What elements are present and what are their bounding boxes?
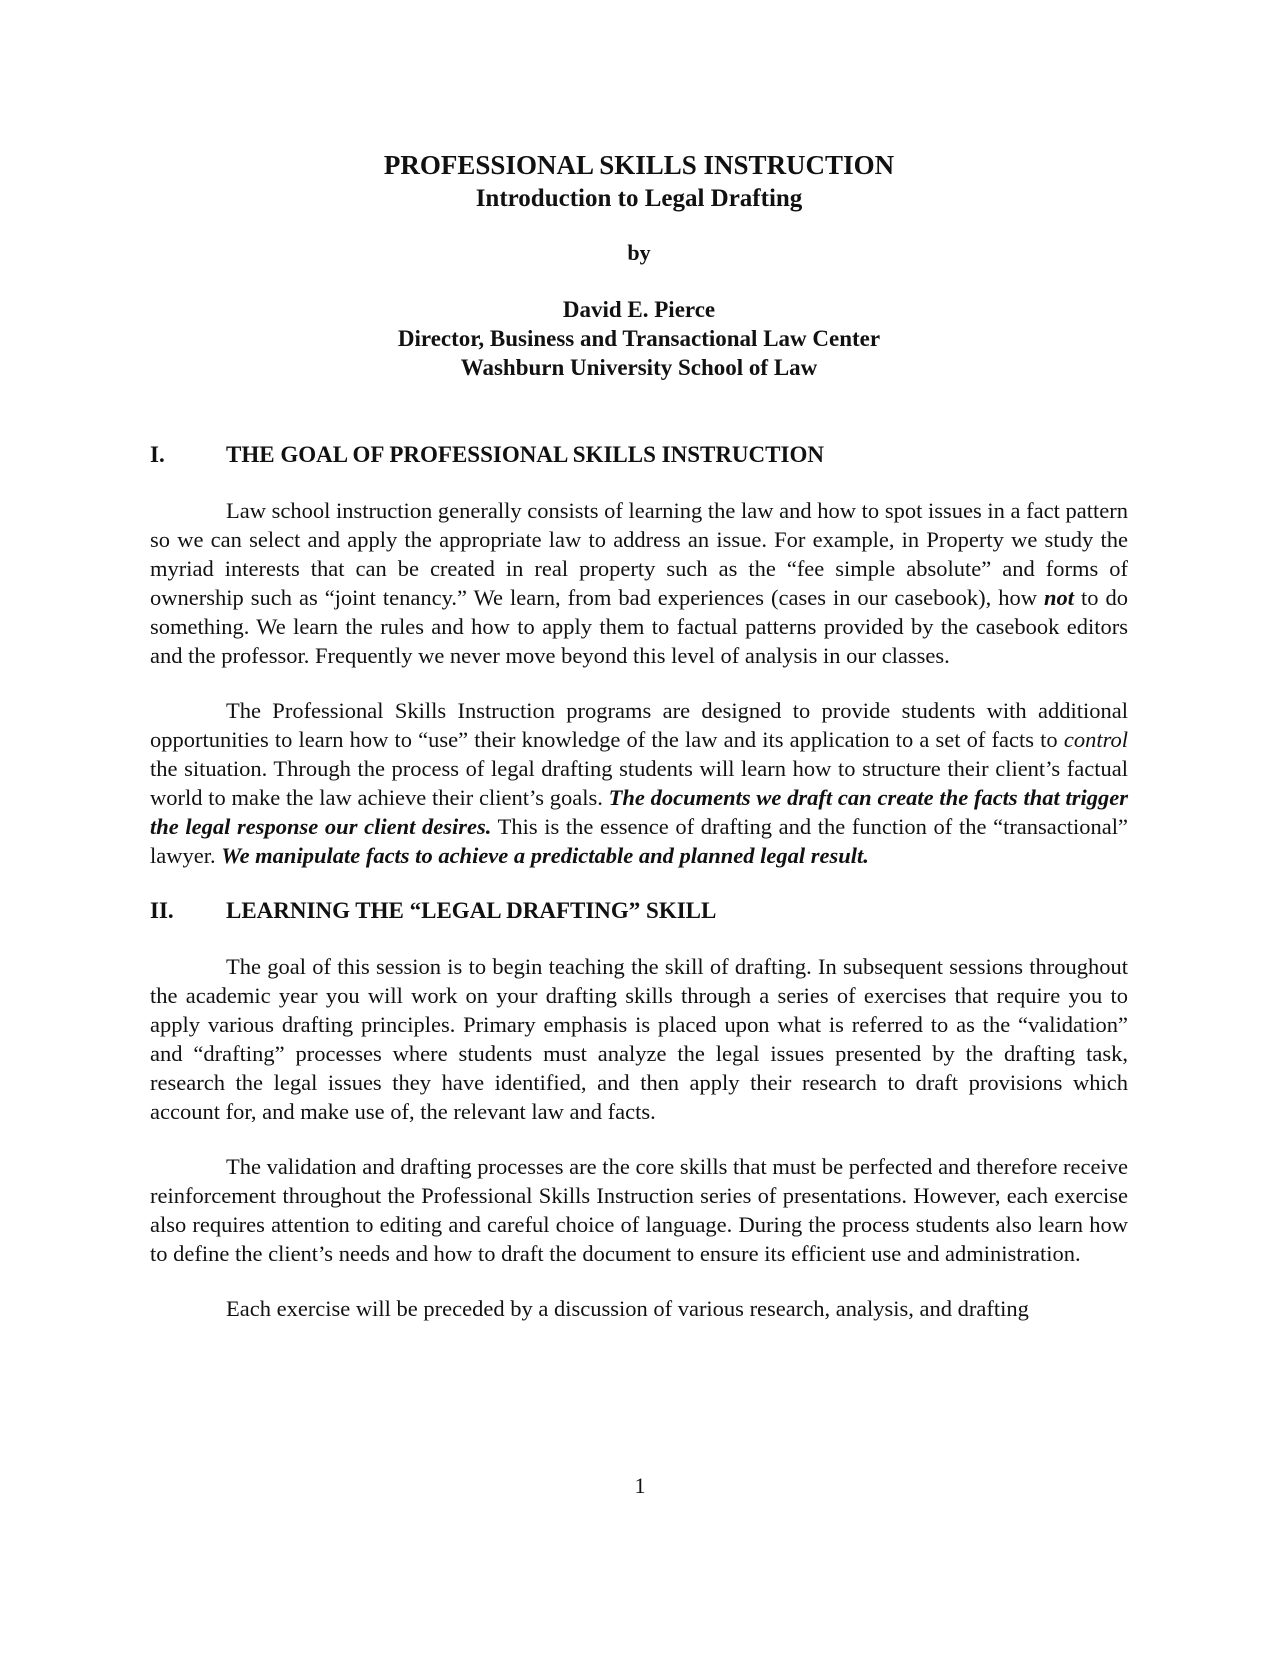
section-number: II. <box>150 898 174 923</box>
byline-label: by <box>627 240 651 265</box>
section-title: LEARNING THE “LEGAL DRAFTING” SKILL <box>226 898 717 923</box>
section-title: THE GOAL OF PROFESSIONAL SKILLS INSTRUCTION <box>226 442 824 467</box>
document-page <box>150 148 1128 1323</box>
section-heading-1 <box>150 440 1128 470</box>
author-title: Director, Business and Transactional Law Center <box>397 326 881 351</box>
author-block <box>150 295 1128 382</box>
section-heading-2 <box>150 896 1128 926</box>
emphasis-text: We manipulate facts to achieve a predictable and planned legal result. <box>221 843 869 868</box>
author-name: David E. Pierce <box>562 297 716 322</box>
title-block <box>150 148 1128 382</box>
document-title: PROFESSIONAL SKILLS INSTRUCTION <box>383 150 895 180</box>
paragraph: The Professional Skills Instruction programs are designed to provide students with additional opportunities to learn how to “use” their knowledge of the law and its application to a set of facts to control the situation. Through the process of legal drafting students will learn how to structure their client’s factual world to make the law achieve their client’s goals. The documents we draft can create the facts that trigger the legal response our client desires. This is the essence of drafting and the function of the “transactional” lawyer. We manipulate facts to achieve a predictable and planned legal result. <box>150 698 1128 868</box>
emphasis-text: not <box>1043 585 1074 610</box>
emphasis-text: The documents we draft can create the facts that trigger the legal response our client desires. <box>150 785 1128 839</box>
paragraph: Law school instruction generally consists of learning the law and how to spot issues in a fact pattern so we can select and apply the appropriate law to address an issue. For example, in Property we study the myriad interests that can be created in real property such as the “fee simple absolute” and forms of ownership such as “joint tenancy.” We learn, from bad experiences (cases in our casebook), how not to do something. We learn the rules and how to apply them to factual patterns provided by the casebook editors and the professor. Frequently we never move beyond this level of analysis in our classes. <box>150 498 1128 668</box>
section-number: I. <box>150 442 165 467</box>
paragraph: The goal of this session is to begin teaching the skill of drafting. In subsequent sessions throughout the academic year you will work on your drafting skills through a series of exercises that require you to apply various drafting principles. Primary emphasis is placed upon what is referred to as the “validation” and “drafting” processes where students must analyze the legal issues presented by the drafting task, research the legal issues they have identified, and then apply their research to draft provisions which account for, and make use of, the relevant law and facts. <box>150 954 1128 1124</box>
emphasis-text: control <box>1063 727 1128 752</box>
paragraph: The validation and drafting processes are the core skills that must be perfected and therefore receive reinforcement throughout the Professional Skills Instruction series of presentations. However, each exercise also requires attention to editing and careful choice of language. During the process students also learn how to define the client’s needs and how to draft the document to ensure its efficient use and administration. <box>150 1154 1128 1266</box>
paragraph: Each exercise will be preceded by a discussion of various research, analysis, and drafting <box>226 1296 1029 1321</box>
document-subtitle: Introduction to Legal Drafting <box>475 185 803 212</box>
page-number: 1 <box>634 1473 646 1498</box>
author-institution: Washburn University School of Law <box>460 355 818 380</box>
